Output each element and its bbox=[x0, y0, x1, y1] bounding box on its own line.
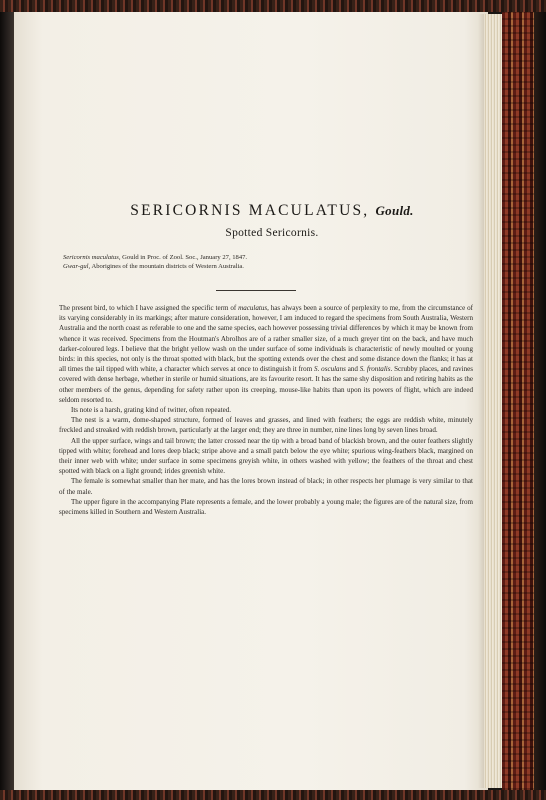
synonymy-line-2 bbox=[63, 262, 463, 271]
paragraph-note: Its note is a harsh, grating kind of twitter, often repeated. bbox=[71, 406, 231, 415]
paragraph-intro-italic: maculatus bbox=[238, 304, 268, 312]
species-author: Gould. bbox=[375, 203, 414, 218]
synonymy-line-1 bbox=[63, 253, 463, 262]
description-text bbox=[59, 303, 473, 517]
synonymy-block bbox=[63, 253, 463, 271]
paragraph-intro-italic: S. frontalis bbox=[359, 365, 391, 374]
paragraph-plumage: All the upper surface, wings and tail brown; the latter crossed near the tip with a broad band of blackish brown, and the outer feathers slightly tipped with white; forehead and lores deep black; stripe above and a small patch below the eye white; spurious wing-feathers black, margined on their inner web with white; under surface in some specimens greyish white, in others washed with yellow; the feathers of the throat and chest spotted with black on a light ground; irides greenish white. bbox=[59, 436, 473, 476]
synonym-reference: Gould in Proc. of Zool. Soc., January 27, 1847. bbox=[122, 254, 248, 261]
paragraph-intro bbox=[59, 303, 473, 405]
paragraph-intro-part: , has always been a source of perplexity to me, from the circumstance of its varying considerably in its markings; after mature consideration, however, I am induced to regard the specimens from South Australia, Western Australia and the north coast as referable to one and the same species, each however possessing trivial differences by which it may be known from whence it was received. Specimens from the Houtman's Abrolhos are of a rather smaller size, of a much greyer tint on the back, and have much darker-coloured legs. I believe that the bright yellow wash on the under surface of some individuals is characteristic of newly moulted or young birds: in this species, not only is the throat spotted with black, but the spotting extends over the chest and some distance down the flanks; it has at all times the tail tipped with white, a character which serves at once to distinguish it from bbox=[59, 304, 473, 374]
synonym-scientific: Sericornis maculatus, bbox=[63, 254, 121, 261]
paragraph-nest: The nest is a warm, dome-shaped structure, formed of leaves and grasses, and lined with feathers; the eggs are reddish white, minutely freckled and streaked with reddish brown, particularly at the larger end; they are three in number, nine lines long by seven lines broad. bbox=[59, 416, 473, 435]
paragraph-intro-italic: S. osculans bbox=[314, 365, 346, 374]
paragraph-female: The female is somewhat smaller than her mate, and has the lores brown instead of black; in other respects her plumage is very similar to that of the male. bbox=[59, 477, 473, 496]
paragraph-plate: The upper figure in the accompanying Plate represents a female, and the lower probably a young male; the figures are of the natural size, from specimens killed in Southern and Western Australia. bbox=[59, 497, 473, 517]
paragraph-intro-part: . Scrubby places, and ravines covered with dense herbage, whether in sterile or humid situations, are its favourite resort. It has the same shy disposition and retiring habits as the other members of the genus, depending for safety rather upon its creeping, mouse-like habits than upon its powers of flight, which are indeed seldom resorted to. bbox=[59, 365, 474, 404]
common-name: Spotted Sericornis. bbox=[225, 227, 319, 239]
section-divider bbox=[216, 290, 296, 291]
paragraph-intro-part: The present bird, to which I have assigned the specific term of bbox=[59, 304, 239, 312]
species-name: SERICORNIS MACULATUS, bbox=[130, 202, 370, 219]
synonym-aboriginal: Gwar-gul, bbox=[63, 263, 91, 270]
species-title bbox=[60, 202, 484, 220]
paragraph-intro-part: and bbox=[345, 365, 360, 374]
synonym-aboriginal-note: Aborigines of the mountain districts of Western Australia. bbox=[91, 263, 244, 270]
